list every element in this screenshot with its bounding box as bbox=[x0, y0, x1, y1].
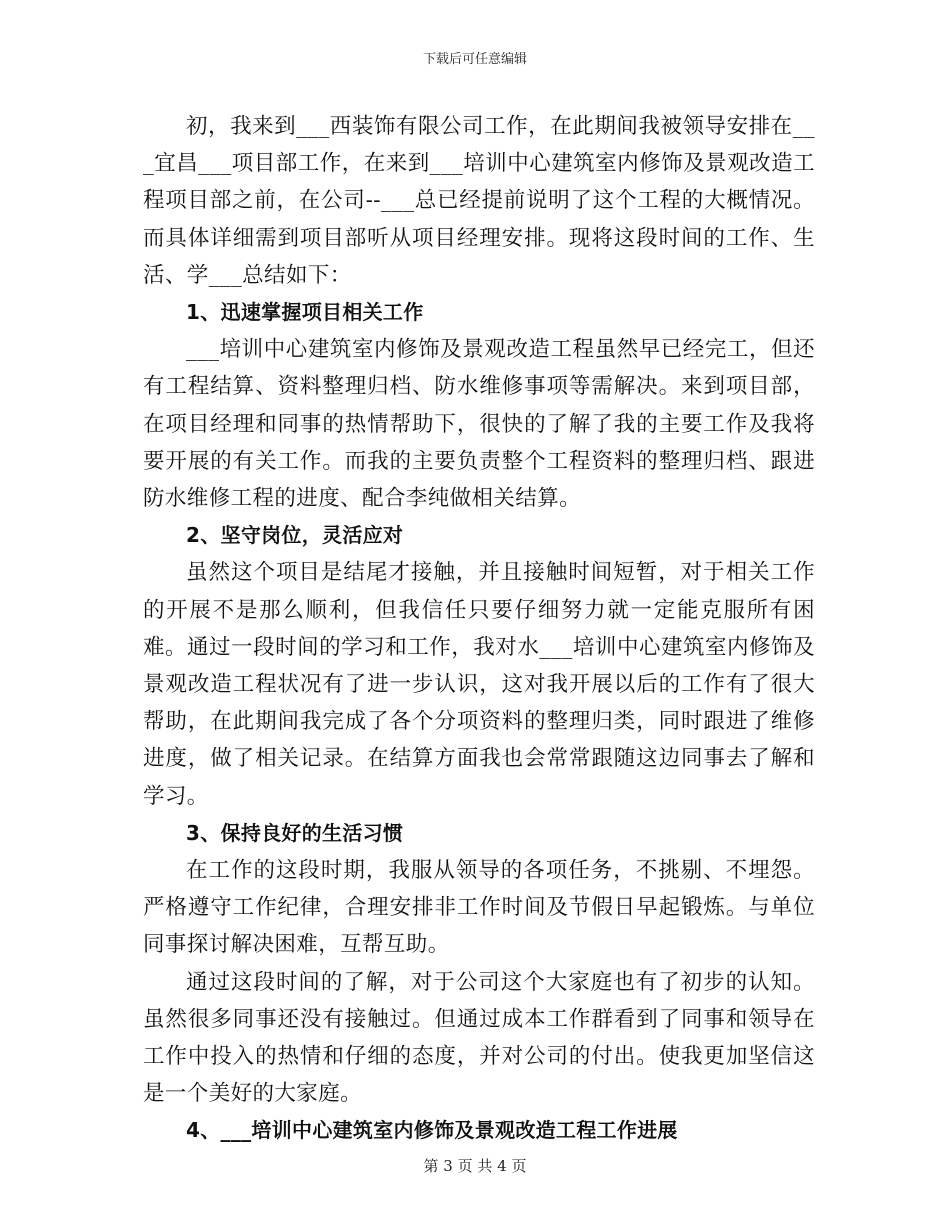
section-3-paragraph-1: 在工作的这段时期，我服从领导的各项任务，不挑剔、不埋怨。严格遵守工作纪律，合理安排非工作时间及节假日早起锻炼。与单位同事探讨解决困难，互帮互助。 bbox=[143, 858, 815, 958]
section-heading-2: 2、坚守岗位，灵活应对 bbox=[186, 523, 404, 548]
intro-paragraph: 初，我来到___西装饰有限公司工作，在此期间我被领导安排在___宜昌___项目部工作，在来到___培训中心建筑室内修饰及景观改造工程项目部之前，在公司--___总已经提前说明了这个工程的大概情况。而具体详细需到项目部听从项目经理安排。现将这段时间的工作、生活、学___总结如下： bbox=[143, 114, 815, 288]
section-3-paragraph-2: 通过这段时间的了解，对于公司这个大家庭也有了初步的认知。虽然很多同事还没有接触过。但通过成本工作群看到了同事和领导在工作中投入的热情和仔细的态度，并对公司的付出。使我更加坚信这是一个美好的大家庭。 bbox=[143, 969, 815, 1107]
section-heading-1: 1、迅速掌握项目相关工作 bbox=[186, 300, 424, 325]
section-heading-3: 3、保持良好的生活习惯 bbox=[186, 820, 404, 845]
section-2-paragraph: 虽然这个项目是结尾才接触，并且接触时间短暂，对于相关工作的开展不是那么顺利，但我信任只要仔细努力就一定能克服所有困难。通过一段时间的学习和工作，我对水___培训中心建筑室内修饰及景观改造工程状况有了进一步认识，这对我开展以后的工作有了很大帮助，在此期间我完成了各个分项资料的整理归类，同时跟进了维修进度，做了相关记录。在结算方面我也会常常跟随这边同事去了解和学习。 bbox=[143, 560, 815, 809]
document-body bbox=[143, 108, 815, 1150]
page-header: 下载后可任意编辑 bbox=[422, 52, 527, 67]
section-1-paragraph: ___培训中心建筑室内修饰及景观改造工程虽然早已经完工，但还有工程结算、资料整理归档、防水维修事项等需解决。来到项目部，在项目经理和同事的热情帮助下，很快的了解了我的主要工作及我将要开展的有关工作。而我的主要负责整个工程资料的整理归档、跟进防水维修工程的进度、配合李纯做相关结算。 bbox=[143, 337, 815, 512]
page-footer: 第 3 页 共 4 页 bbox=[423, 1157, 527, 1175]
section-heading-4: 4、___培训中心建筑室内修饰及景观改造工程工作进展 bbox=[186, 1118, 678, 1143]
